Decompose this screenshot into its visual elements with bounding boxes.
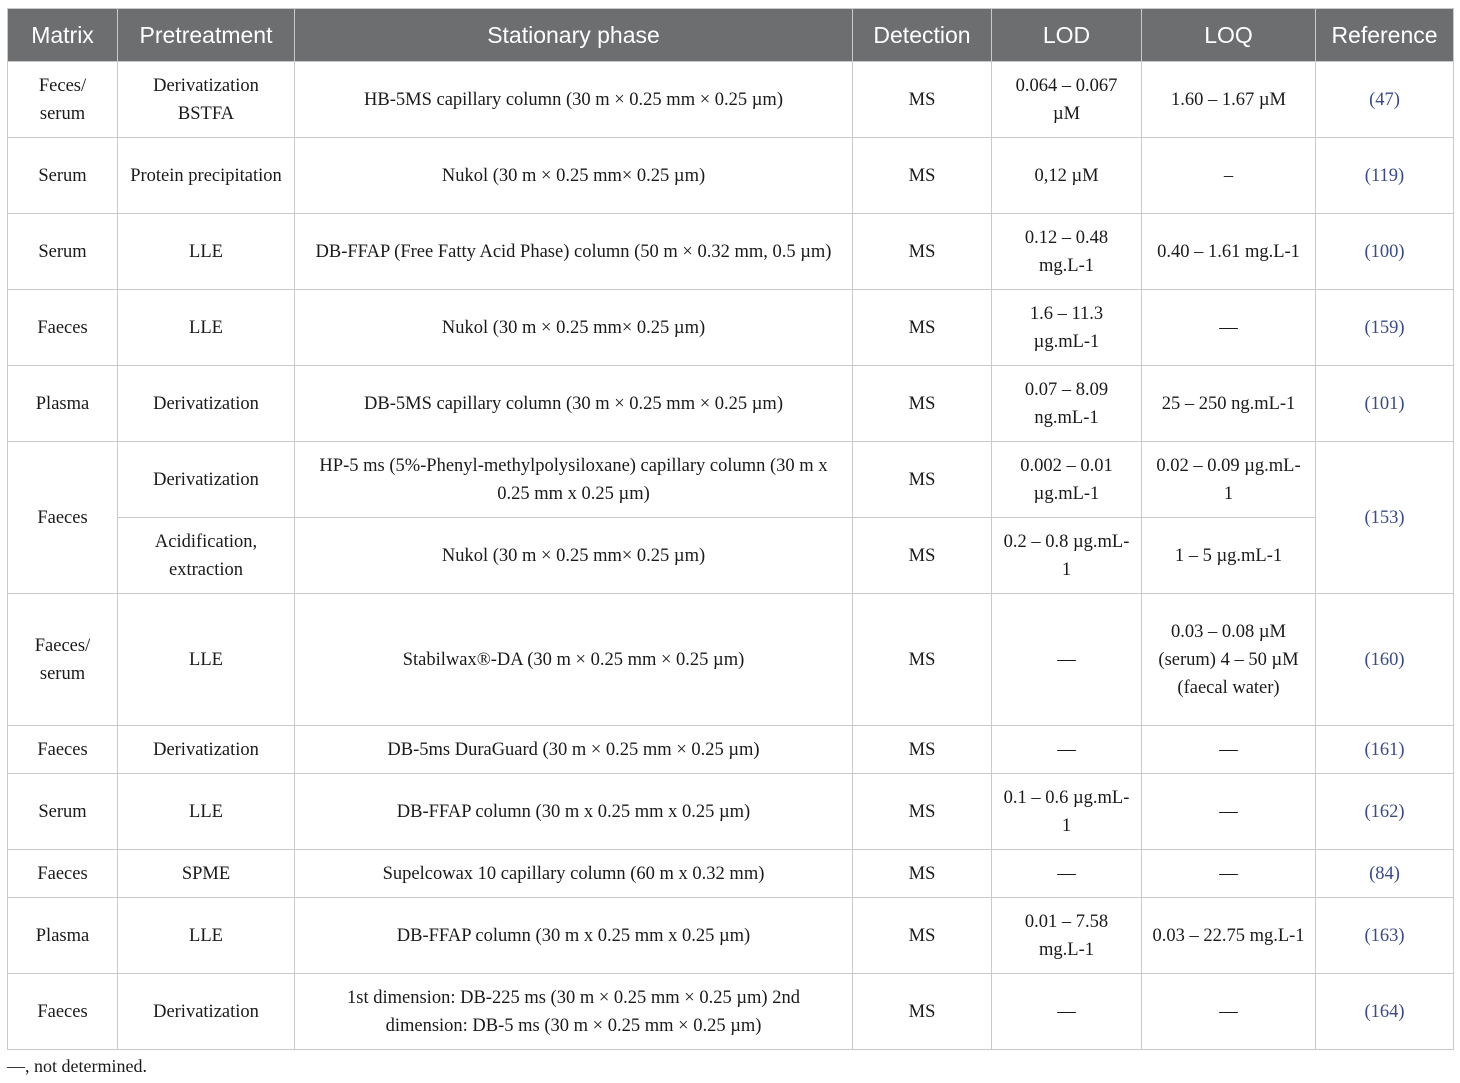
table-row	[8, 366, 1454, 442]
cell-loq: —	[1142, 850, 1316, 898]
cell-lod: 0.002 – 0.01 µg.mL-1	[992, 442, 1142, 518]
cell-detection: MS	[853, 214, 992, 290]
cell-stationary-phase: Nukol (30 m × 0.25 mm× 0.25 µm)	[295, 138, 853, 214]
cell-loq: 0.02 – 0.09 µg.mL-1	[1142, 442, 1316, 518]
cell-lod: 0.07 – 8.09 ng.mL-1	[992, 366, 1142, 442]
table-row	[8, 594, 1454, 726]
cell-matrix: Faeces	[8, 290, 118, 366]
cell-pretreatment: Derivatization	[118, 726, 295, 774]
cell-loq: 1 – 5 µg.mL-1	[1142, 518, 1316, 594]
cell-reference[interactable]: (84)	[1316, 850, 1454, 898]
cell-stationary-phase: DB-5MS capillary column (30 m × 0.25 mm × 0.25 µm)	[295, 366, 853, 442]
header-row	[8, 9, 1454, 62]
table-row	[8, 138, 1454, 214]
cell-detection: MS	[853, 898, 992, 974]
cell-pretreatment: LLE	[118, 214, 295, 290]
table-row	[8, 442, 1454, 518]
cell-lod: 0.1 – 0.6 µg.mL-1	[992, 774, 1142, 850]
cell-stationary-phase: DB-FFAP (Free Fatty Acid Phase) column (50 m × 0.32 mm, 0.5 µm)	[295, 214, 853, 290]
table-row	[8, 974, 1454, 1050]
header-matrix: Matrix	[8, 9, 118, 62]
cell-loq: —	[1142, 974, 1316, 1050]
cell-detection: MS	[853, 726, 992, 774]
cell-stationary-phase: HB-5MS capillary column (30 m × 0.25 mm × 0.25 µm)	[295, 62, 853, 138]
cell-detection: MS	[853, 62, 992, 138]
cell-reference[interactable]: (159)	[1316, 290, 1454, 366]
cell-loq: 0.40 – 1.61 mg.L-1	[1142, 214, 1316, 290]
table-row	[8, 850, 1454, 898]
cell-loq: —	[1142, 290, 1316, 366]
cell-pretreatment: Derivatization	[118, 366, 295, 442]
cell-reference[interactable]: (101)	[1316, 366, 1454, 442]
header-lod: LOD	[992, 9, 1142, 62]
cell-loq: 1.60 – 1.67 µM	[1142, 62, 1316, 138]
cell-matrix: Plasma	[8, 898, 118, 974]
cell-pretreatment: Protein precipitation	[118, 138, 295, 214]
header-reference: Reference	[1316, 9, 1454, 62]
cell-loq: –	[1142, 138, 1316, 214]
cell-loq: 0.03 – 0.08 µM (serum) 4 – 50 µM (faecal water)	[1142, 594, 1316, 726]
cell-lod: —	[992, 974, 1142, 1050]
cell-reference[interactable]: (163)	[1316, 898, 1454, 974]
table-row	[8, 62, 1454, 138]
cell-loq: —	[1142, 726, 1316, 774]
footnote: —, not determined.	[7, 1056, 147, 1076]
cell-stationary-phase: DB-5ms DuraGuard (30 m × 0.25 mm × 0.25 µm)	[295, 726, 853, 774]
cell-matrix: Faeces	[8, 974, 118, 1050]
cell-matrix: Serum	[8, 214, 118, 290]
cell-detection: MS	[853, 594, 992, 726]
cell-pretreatment: Acidification, extraction	[118, 518, 295, 594]
data-table	[7, 8, 1454, 1050]
cell-lod: 1.6 – 11.3 µg.mL-1	[992, 290, 1142, 366]
cell-lod: 0.01 – 7.58 mg.L-1	[992, 898, 1142, 974]
cell-detection: MS	[853, 290, 992, 366]
cell-pretreatment: Derivatization	[118, 974, 295, 1050]
cell-lod: —	[992, 594, 1142, 726]
cell-matrix: Serum	[8, 774, 118, 850]
cell-pretreatment: LLE	[118, 290, 295, 366]
cell-matrix: Feces/ serum	[8, 62, 118, 138]
cell-lod: 0,12 µM	[992, 138, 1142, 214]
cell-reference[interactable]: (153)	[1316, 442, 1454, 594]
cell-stationary-phase: HP-5 ms (5%-Phenyl-methylpolysiloxane) capillary column (30 m x 0.25 mm x 0.25 µm)	[295, 442, 853, 518]
table-row	[8, 774, 1454, 850]
header-stationary-phase: Stationary phase	[295, 9, 853, 62]
cell-stationary-phase: DB-FFAP column (30 m x 0.25 mm x 0.25 µm)	[295, 774, 853, 850]
cell-pretreatment: SPME	[118, 850, 295, 898]
cell-stationary-phase: Nukol (30 m × 0.25 mm× 0.25 µm)	[295, 290, 853, 366]
cell-matrix: Faeces	[8, 726, 118, 774]
cell-reference[interactable]: (160)	[1316, 594, 1454, 726]
cell-pretreatment: LLE	[118, 594, 295, 726]
cell-reference[interactable]: (119)	[1316, 138, 1454, 214]
cell-detection: MS	[853, 138, 992, 214]
cell-loq: 0.03 – 22.75 mg.L-1	[1142, 898, 1316, 974]
cell-pretreatment: LLE	[118, 774, 295, 850]
cell-lod: 0.064 – 0.067 µM	[992, 62, 1142, 138]
cell-lod: —	[992, 850, 1142, 898]
cell-matrix: Faeces	[8, 850, 118, 898]
table-row	[8, 518, 1454, 594]
cell-stationary-phase: DB-FFAP column (30 m x 0.25 mm x 0.25 µm)	[295, 898, 853, 974]
cell-lod: —	[992, 726, 1142, 774]
header-detection: Detection	[853, 9, 992, 62]
cell-reference[interactable]: (161)	[1316, 726, 1454, 774]
cell-reference[interactable]: (100)	[1316, 214, 1454, 290]
header-loq: LOQ	[1142, 9, 1316, 62]
cell-pretreatment: Derivatization BSTFA	[118, 62, 295, 138]
table-row	[8, 290, 1454, 366]
cell-reference[interactable]: (162)	[1316, 774, 1454, 850]
cell-detection: MS	[853, 850, 992, 898]
table-row	[8, 898, 1454, 974]
cell-matrix: Faeces/ serum	[8, 594, 118, 726]
cell-matrix: Faeces	[8, 442, 118, 594]
cell-detection: MS	[853, 518, 992, 594]
cell-pretreatment: LLE	[118, 898, 295, 974]
cell-stationary-phase: Nukol (30 m × 0.25 mm× 0.25 µm)	[295, 518, 853, 594]
table-row	[8, 726, 1454, 774]
cell-detection: MS	[853, 366, 992, 442]
cell-reference[interactable]: (47)	[1316, 62, 1454, 138]
cell-detection: MS	[853, 774, 992, 850]
cell-detection: MS	[853, 974, 992, 1050]
cell-matrix: Serum	[8, 138, 118, 214]
cell-stationary-phase: Stabilwax®-DA (30 m × 0.25 mm × 0.25 µm)	[295, 594, 853, 726]
cell-lod: 0.2 – 0.8 µg.mL-1	[992, 518, 1142, 594]
cell-loq: 25 – 250 ng.mL-1	[1142, 366, 1316, 442]
data-table-wrapper	[7, 8, 1453, 1050]
cell-pretreatment: Derivatization	[118, 442, 295, 518]
cell-loq: —	[1142, 774, 1316, 850]
cell-stationary-phase: 1st dimension: DB-225 ms (30 m × 0.25 mm × 0.25 µm) 2nd dimension: DB-5 ms (30 m × 0.25 mm × 0.25 µm)	[295, 974, 853, 1050]
cell-stationary-phase: Supelcowax 10 capillary column (60 m x 0.32 mm)	[295, 850, 853, 898]
cell-matrix: Plasma	[8, 366, 118, 442]
cell-reference[interactable]: (164)	[1316, 974, 1454, 1050]
header-pretreatment: Pretreatment	[118, 9, 295, 62]
cell-detection: MS	[853, 442, 992, 518]
table-row	[8, 214, 1454, 290]
cell-lod: 0.12 – 0.48 mg.L-1	[992, 214, 1142, 290]
